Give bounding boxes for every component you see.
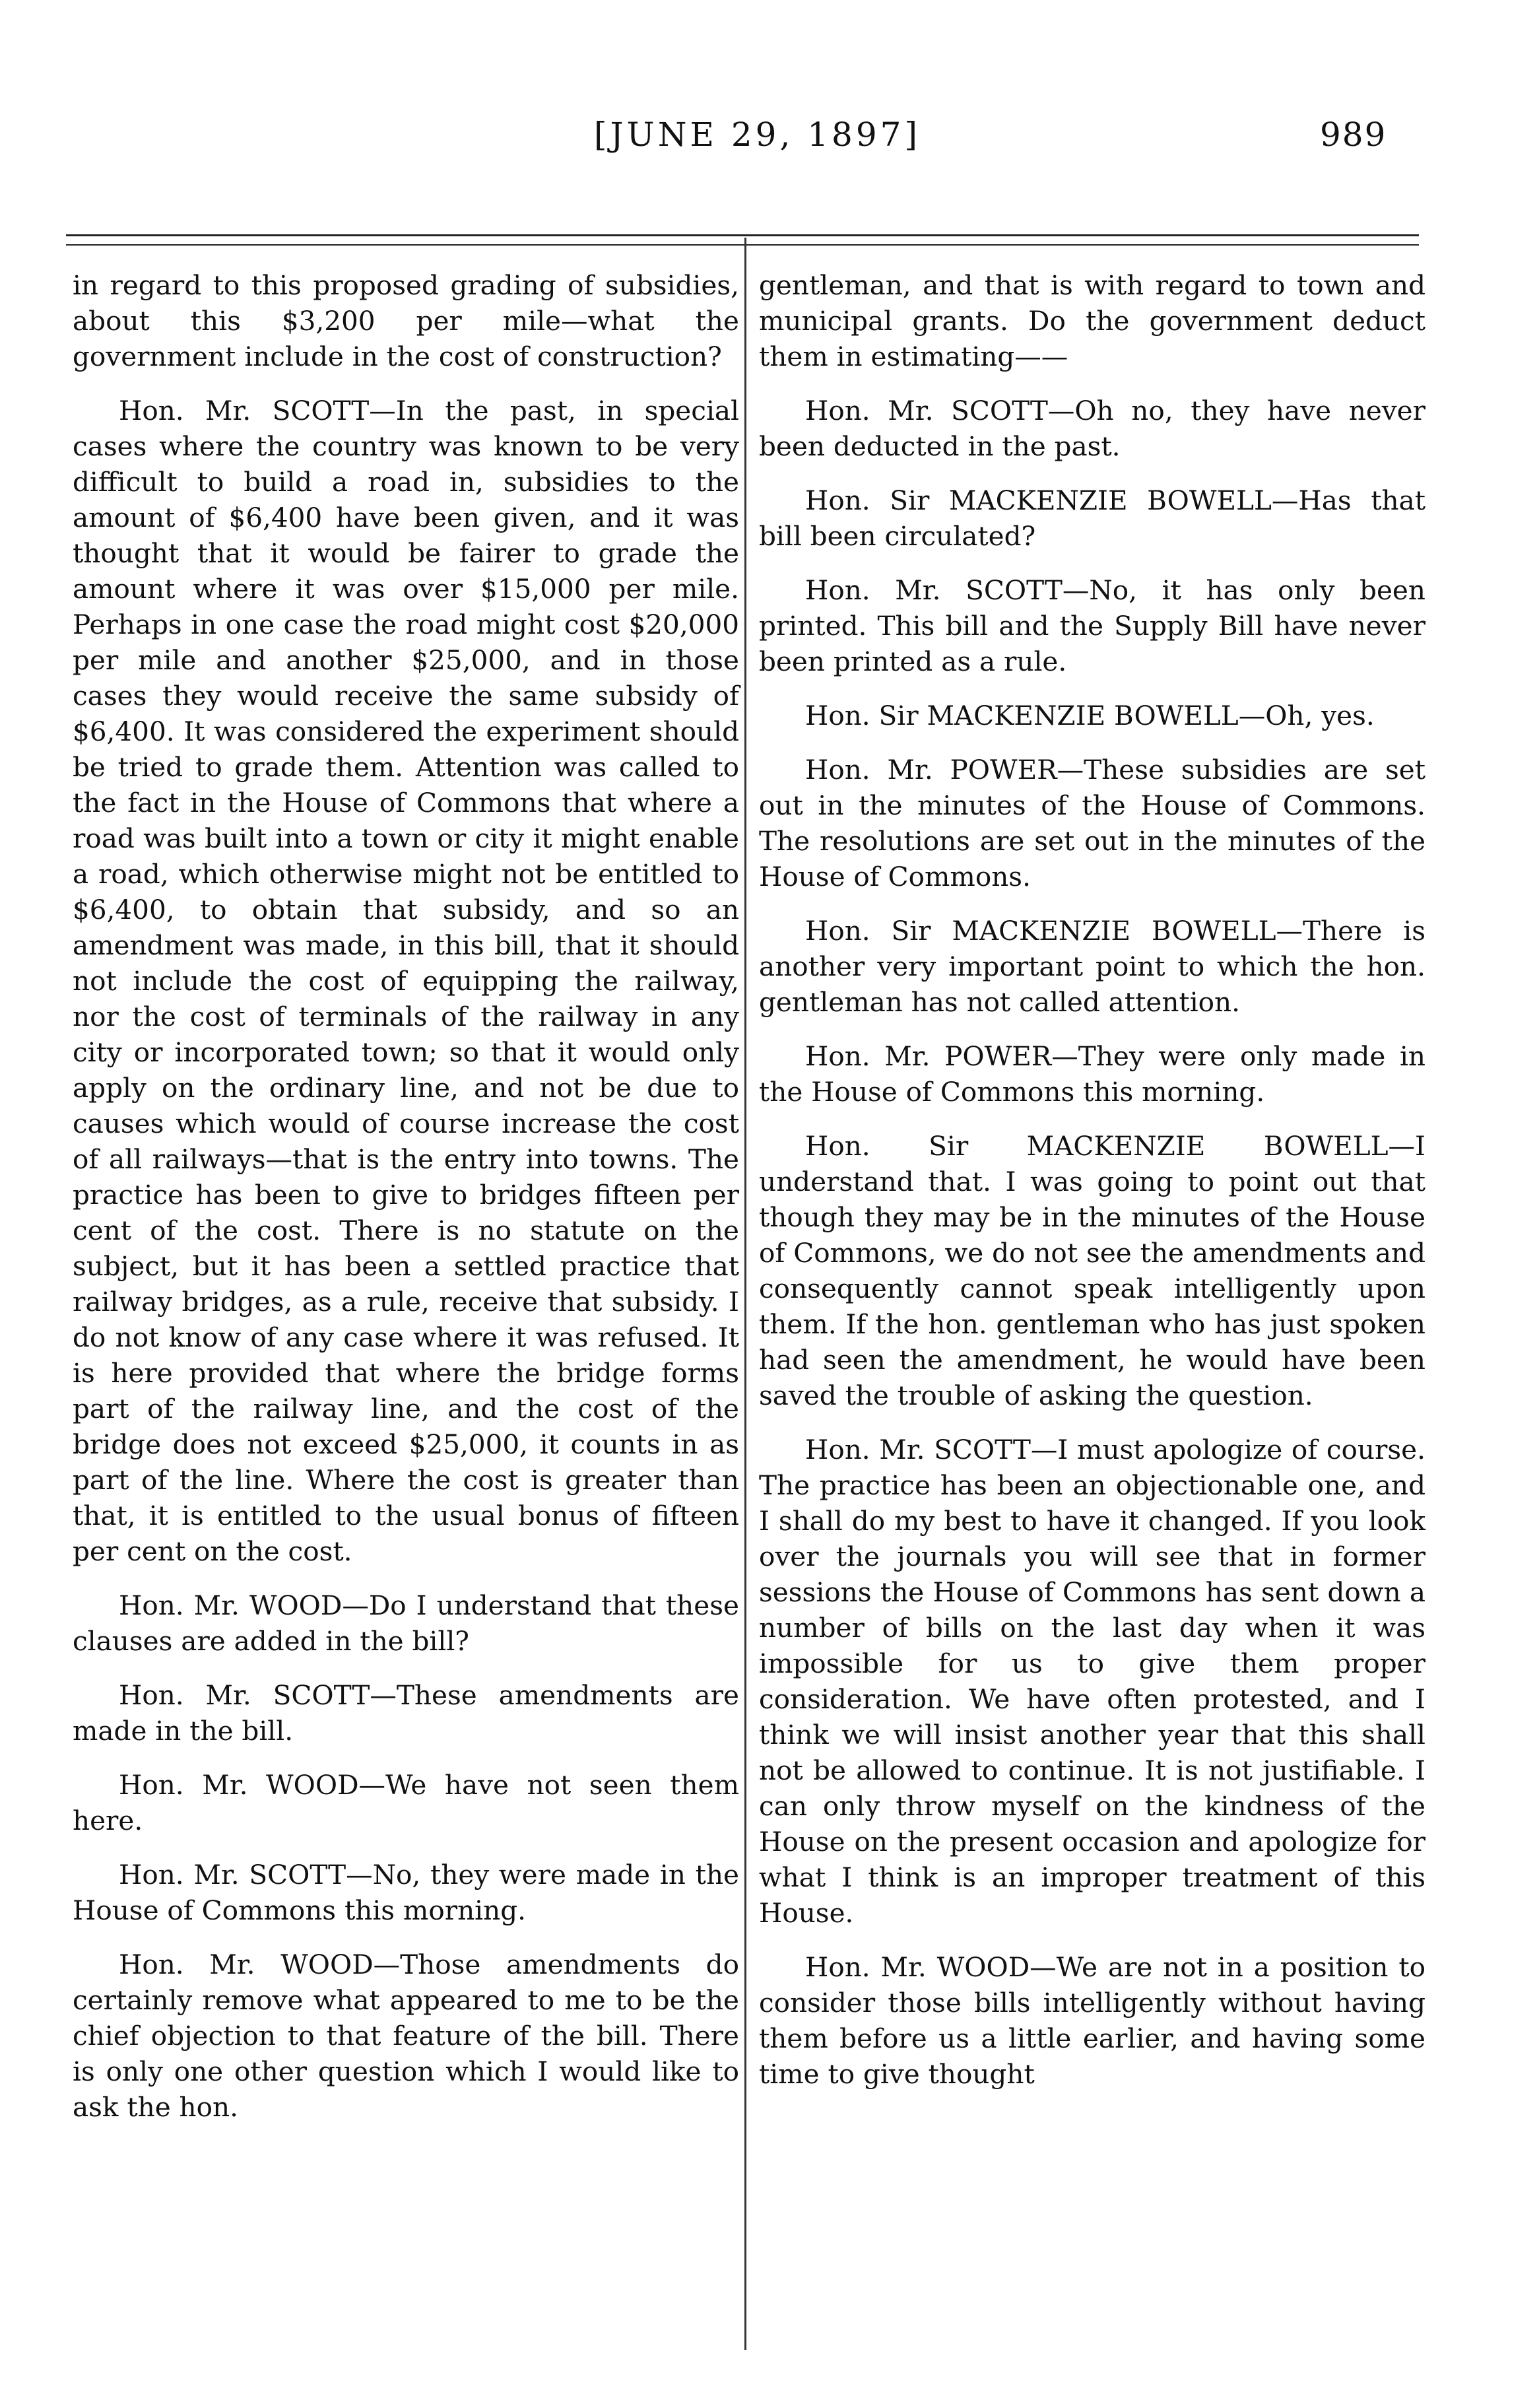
page-header bbox=[0, 116, 1539, 188]
column-divider bbox=[744, 238, 746, 2350]
paragraph: Hon. Mr. WOOD—Do I understand that these clauses are added in the bill? bbox=[73, 1589, 739, 1657]
paragraph: Hon. Sir MACKENZIE BOWELL—Has that bill been circulated? bbox=[759, 485, 1425, 552]
paragraph: Hon. Mr. SCOTT—No, they were made in the House of Commons this morning. bbox=[73, 1859, 739, 1926]
paragraph: Hon. Mr. SCOTT—These amendments are made in the bill. bbox=[73, 1679, 739, 1747]
paragraph: Hon. Mr. WOOD—Those amendments do certainly remove what appeared to me to be the chief objection to that feature of the bill. There is only one other question which I would like to ask the hon. bbox=[73, 1949, 739, 2123]
paragraph: Hon. Sir MACKENZIE BOWELL—There is another very important point to which the hon. gentleman has not called attention. bbox=[759, 915, 1425, 1018]
paragraph: Hon. Mr. SCOTT—I must apologize of course. The practice has been an objectionable one, and I shall do my best to have it changed. If you look over the journals you will see that in former sessions the House of Commons has sent down a number of bills on the last day when it was impossible for us to give them proper consideration. We have often protested, and I think we will insist another year that this shall not be allowed to continue. It is not justifiable. I can only throw myself on the kindness of the House on the present occasion and apologize for what I think is an improper treatment of this House. bbox=[759, 1434, 1425, 1929]
paragraph: Hon. Mr. SCOTT—No, it has only been printed. This bill and the Supply Bill have never been printed as a rule. bbox=[759, 574, 1425, 677]
header-rule-top bbox=[66, 234, 1419, 236]
paragraph: Hon. Mr. POWER—They were only made in the House of Commons this morning. bbox=[759, 1040, 1425, 1108]
paragraph: Hon. Mr. POWER—These subsidies are set out in the minutes of the House of Commons. The resolutions are set out in the minutes of the House of Commons. bbox=[759, 754, 1425, 892]
paragraph: Hon. Mr. WOOD—We have not seen them here. bbox=[73, 1769, 739, 1836]
paragraph: Hon. Mr. SCOTT—Oh no, they have never been deducted in the past. bbox=[759, 395, 1425, 462]
paragraph: gentleman, and that is with regard to town and municipal grants. Do the government deduct them in estimating—— bbox=[759, 269, 1425, 372]
left-column bbox=[73, 267, 739, 2143]
paragraph: Hon. Mr. WOOD—We are not in a position to consider those bills intelligently without having them before us a little earlier, and having some time to give thought bbox=[759, 1951, 1425, 2090]
paragraph: Hon. Mr. SCOTT—In the past, in special cases where the country was known to be very difficult to build a road in, subsidies to the amount of $6,400 have been given, and it was thought that it would be fairer to grade the amount where it was over $15,000 per mile. Perhaps in one case the road might cost $20,000 per mile and another $25,000, and in those cases they would receive the same subsidy of $6,400. It was considered the experiment should be tried to grade them. Attention was called to the fact in the House of Commons that where a road was built into a town or city it might enable a road, which otherwise might not be entitled to $6,400, to obtain that subsidy, and so an amendment was made, in this bill, that it should not include the cost of equipping the railway, nor the cost of terminals of the railway in any city or incorporated town; so that it would only apply on the ordinary line, and not be due to causes which would of course increase the cost of all railways—that is the entry into towns. The practice has been to give to bridges fifteen per cent of the cost. There is no statute on the subject, but it has been a settled practice that railway bridges, as a rule, receive that subsidy. I do not know of any case where it was refused. It is here provided that where the bridge forms part of the railway line, and the cost of the bridge does not exceed $25,000, it counts in as part of the line. Where the cost is greater than that, it is entitled to the usual bonus of fifteen per cent on the cost. bbox=[73, 395, 739, 1567]
page-number: 989 bbox=[1320, 116, 1387, 154]
page-date: [JUNE 29, 1897] bbox=[594, 116, 921, 154]
paragraph: Hon. Sir MACKENZIE BOWELL—Oh, yes. bbox=[805, 700, 1375, 731]
header-rule-bottom bbox=[66, 244, 1419, 246]
paragraph: in regard to this proposed grading of subsidies, about this $3,200 per mile—what the government include in the cost of construction? bbox=[73, 269, 739, 372]
paragraph: Hon. Sir MACKENZIE BOWELL—I understand that. I was going to point out that though they may be in the minutes of the House of Commons, we do not see the amendments and consequently cannot speak intelligently upon them. If the hon. gentleman who has just spoken had seen the amendment, he would have been saved the trouble of asking the question. bbox=[759, 1130, 1425, 1411]
right-column bbox=[759, 267, 1425, 2110]
